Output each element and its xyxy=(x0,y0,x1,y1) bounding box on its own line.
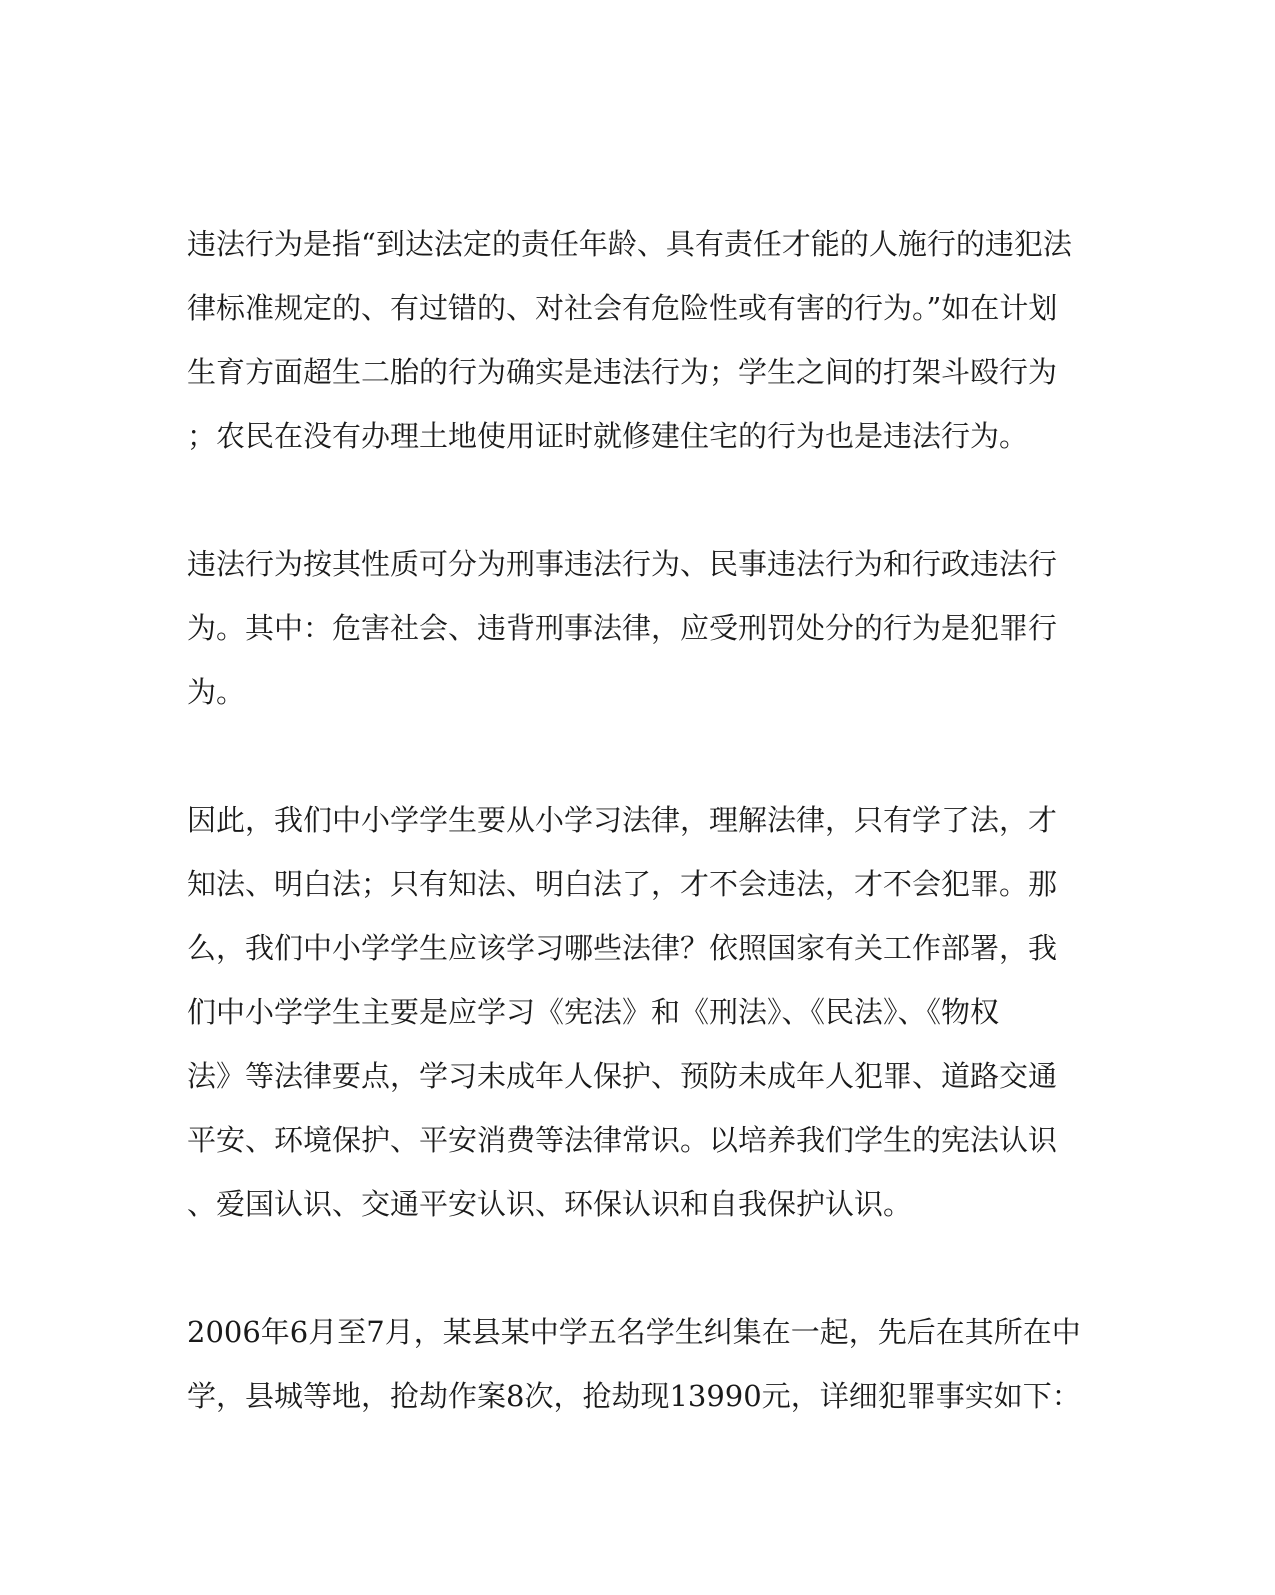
text-line: 们中小学学生主要是应学习《宪法》和《刑法》、《民法》、《物权 xyxy=(187,995,1000,1029)
text-line: 为。 xyxy=(187,675,246,709)
text-line: 么，我们中小学学生应该学习哪些法律？依照国家有关工作部署，我 xyxy=(187,931,1058,965)
text-line: 生育方面超生二胎的行为确实是违法行为；学生之间的打架斗殴行为 xyxy=(187,355,1058,389)
paragraph-illegal-act-types xyxy=(187,532,1067,724)
text-line: 、爱国认识、交通平安认识、环保认识和自我保护认识。 xyxy=(187,1187,913,1221)
text-line: 违法行为是指“到达法定的责任年龄、具有责任才能的人施行的违犯法 xyxy=(187,227,1072,261)
document-body xyxy=(187,212,1081,1492)
text-line: 为。其中：危害社会、违背刑事法律，应受刑罚处分的行为是犯罪行 xyxy=(187,611,1058,645)
text-line: 学，县城等地，抢劫作案8次，抢劫现13990元，详细犯罪事实如下： xyxy=(187,1379,1081,1413)
paragraph-illegal-act-definition xyxy=(187,212,1072,468)
paragraph-case-example xyxy=(187,1300,1081,1428)
text-line: 平安、环境保护、平安消费等法律常识。以培养我们学生的宪法认识 xyxy=(187,1123,1058,1157)
text-line: 律标准规定的、有过错的、对社会有危险性或有害的行为。”如在计划 xyxy=(187,291,1058,325)
text-line: ；农民在没有办理土地使用证时就修建住宅的行为也是违法行为。 xyxy=(187,419,1029,453)
text-line: 法》等法律要点，学习未成年人保护、预防未成年人犯罪、道路交通 xyxy=(187,1059,1058,1093)
text-line: 知法、明白法；只有知法、明白法了，才不会违法，才不会犯罪。那 xyxy=(187,867,1058,901)
paragraph-students-learn-law xyxy=(187,788,1067,1236)
text-line: 因此，我们中小学学生要从小学习法律，理解法律，只有学了法，才 xyxy=(187,803,1058,837)
text-line: 违法行为按其性质可分为刑事违法行为、民事违法行为和行政违法行 xyxy=(187,547,1058,581)
text-line: 2006年6月至7月，某县某中学五名学生纠集在一起，先后在其所在中 xyxy=(187,1315,1081,1349)
